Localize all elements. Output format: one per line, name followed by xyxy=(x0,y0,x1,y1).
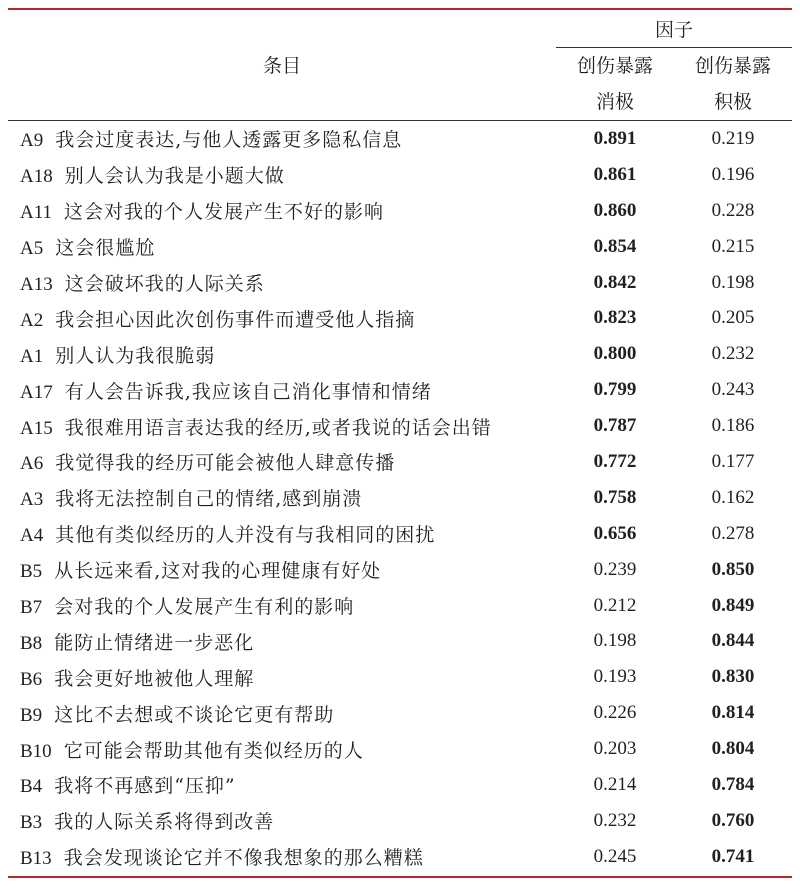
item-code: B8 xyxy=(20,632,43,654)
item-cell xyxy=(8,803,556,839)
negative-loading: 0.891 xyxy=(593,127,637,149)
negative-loading: 0.656 xyxy=(593,522,637,544)
positive-loading: 0.228 xyxy=(711,199,755,221)
item-text: 我将不再感到“压抑” xyxy=(54,775,236,798)
negative-loading: 0.861 xyxy=(593,163,637,185)
item-code: B9 xyxy=(20,704,43,726)
positive-loading: 0.814 xyxy=(711,702,755,724)
item-text: 能防止情绪进一步恶化 xyxy=(54,631,255,654)
item-cell xyxy=(8,659,556,695)
table-row xyxy=(8,408,792,444)
item-cell xyxy=(8,265,556,301)
table-row xyxy=(8,839,792,875)
table-row xyxy=(8,516,792,552)
item-code: B4 xyxy=(20,776,43,798)
positive-loading: 0.830 xyxy=(711,666,755,688)
item-code: B13 xyxy=(20,848,52,870)
table-row xyxy=(8,659,792,695)
negative-loading: 0.193 xyxy=(593,666,637,688)
negative-loading: 0.232 xyxy=(593,809,637,831)
negative-loading: 0.245 xyxy=(593,845,637,867)
item-cell xyxy=(8,229,556,265)
item-text: 别人认为我很脆弱 xyxy=(55,344,216,367)
table-row xyxy=(8,336,792,372)
item-cell xyxy=(8,695,556,731)
factor-loading-table xyxy=(8,121,792,875)
positive-loading: 0.198 xyxy=(711,271,755,293)
positive-loading: 0.186 xyxy=(711,415,755,437)
positive-loading: 0.205 xyxy=(711,307,755,329)
item-text: 这会对我的个人发展产生不好的影响 xyxy=(64,201,385,224)
table-row xyxy=(8,444,792,480)
item-cell xyxy=(8,552,556,588)
negative-loading: 0.212 xyxy=(593,594,637,616)
positive-loading: 0.850 xyxy=(711,558,755,580)
table-row xyxy=(8,121,792,157)
item-column-header: 条目 xyxy=(262,55,301,77)
table-row xyxy=(8,193,792,229)
item-cell xyxy=(8,408,556,444)
positive-column-header-line2: 积极 xyxy=(713,91,752,113)
item-cell xyxy=(8,588,556,624)
item-text: 其他有类似经历的人并没有与我相同的困扰 xyxy=(55,524,436,547)
item-text: 我觉得我的经历可能会被他人肆意传播 xyxy=(55,452,396,475)
item-cell xyxy=(8,767,556,803)
item-code: B10 xyxy=(20,740,52,762)
item-cell xyxy=(8,121,556,157)
positive-loading: 0.278 xyxy=(711,522,755,544)
item-text: 有人会告诉我,我应该自己消化事情和情绪 xyxy=(64,380,432,403)
item-text: 我会过度表达,与他人透露更多隐私信息 xyxy=(55,129,403,152)
item-code: A18 xyxy=(20,166,53,188)
table-row xyxy=(8,803,792,839)
positive-loading: 0.232 xyxy=(711,343,755,365)
negative-loading: 0.198 xyxy=(593,630,637,652)
positive-column-header-line1: 创伤暴露 xyxy=(694,55,771,77)
negative-loading: 0.239 xyxy=(593,558,637,580)
positive-loading: 0.804 xyxy=(711,738,755,760)
item-code: A2 xyxy=(20,309,44,331)
item-code: B6 xyxy=(20,668,43,690)
item-cell xyxy=(8,516,556,552)
negative-loading: 0.860 xyxy=(593,199,637,221)
positive-loading: 0.844 xyxy=(711,630,755,652)
item-code: A3 xyxy=(20,489,44,511)
positive-loading: 0.760 xyxy=(711,809,755,831)
item-cell xyxy=(8,839,556,875)
item-code: A9 xyxy=(20,130,44,152)
negative-loading: 0.800 xyxy=(593,343,637,365)
item-cell xyxy=(8,444,556,480)
item-cell xyxy=(8,623,556,659)
item-cell xyxy=(8,372,556,408)
negative-column-header-line2: 消极 xyxy=(595,91,634,113)
positive-loading: 0.196 xyxy=(711,163,755,185)
item-cell xyxy=(8,731,556,767)
item-code: A5 xyxy=(20,238,44,260)
negative-loading: 0.823 xyxy=(593,307,637,329)
negative-loading: 0.787 xyxy=(593,415,637,437)
item-text: 我会发现谈论它并不像我想象的那么糟糕 xyxy=(63,847,424,870)
negative-loading: 0.772 xyxy=(593,450,637,472)
negative-loading: 0.226 xyxy=(593,702,637,724)
positive-loading: 0.741 xyxy=(711,845,755,867)
table-row xyxy=(8,695,792,731)
negative-loading: 0.203 xyxy=(593,738,637,760)
table-row xyxy=(8,623,792,659)
item-code: B3 xyxy=(20,812,43,834)
item-cell xyxy=(8,336,556,372)
table-bottom-rule xyxy=(8,876,792,878)
positive-loading: 0.162 xyxy=(711,486,755,508)
item-text: 它可能会帮助其他有类似经历的人 xyxy=(63,739,364,762)
table-row xyxy=(8,157,792,193)
item-cell xyxy=(8,157,556,193)
negative-loading: 0.214 xyxy=(593,773,637,795)
item-text: 别人会认为我是小题大做 xyxy=(64,165,285,188)
item-code: A11 xyxy=(20,202,53,224)
item-code: A6 xyxy=(20,453,44,475)
item-code: A1 xyxy=(20,345,44,367)
item-cell xyxy=(8,480,556,516)
table-row xyxy=(8,552,792,588)
factor-group-header: 因子 xyxy=(654,19,693,41)
item-code: A17 xyxy=(20,381,53,403)
item-text: 我很难用语言表达我的经历,或者我说的话会出错 xyxy=(64,416,492,439)
table-row xyxy=(8,767,792,803)
item-text: 从长远来看,这对我的心理健康有好处 xyxy=(54,560,382,583)
positive-loading: 0.215 xyxy=(711,235,755,257)
item-cell xyxy=(8,193,556,229)
negative-column-header-line1: 创伤暴露 xyxy=(576,55,653,77)
table-row xyxy=(8,229,792,265)
negative-loading: 0.842 xyxy=(593,271,637,293)
item-code: A4 xyxy=(20,525,44,547)
item-cell xyxy=(8,300,556,336)
table-row xyxy=(8,372,792,408)
negative-loading: 0.799 xyxy=(593,379,637,401)
item-text: 会对我的个人发展产生有利的影响 xyxy=(54,596,355,619)
item-code: B7 xyxy=(20,597,43,619)
table-row xyxy=(8,300,792,336)
item-code: A15 xyxy=(20,417,53,439)
item-text: 这会很尴尬 xyxy=(55,237,156,260)
item-text: 我会担心因此次创伤事件而遭受他人指摘 xyxy=(55,308,416,331)
positive-loading: 0.243 xyxy=(711,379,755,401)
item-text: 我将无法控制自己的情绪,感到崩溃 xyxy=(55,488,363,511)
table-row xyxy=(8,588,792,624)
item-text: 这比不去想或不谈论它更有帮助 xyxy=(54,703,335,726)
negative-loading: 0.758 xyxy=(593,486,637,508)
item-code: B5 xyxy=(20,561,43,583)
item-text: 这会破坏我的人际关系 xyxy=(64,273,265,295)
table-row xyxy=(8,731,792,767)
positive-loading: 0.784 xyxy=(711,773,755,795)
table-top-rule xyxy=(8,8,792,10)
negative-loading: 0.854 xyxy=(593,235,637,257)
table-row xyxy=(8,265,792,301)
item-text: 我会更好地被他人理解 xyxy=(54,667,255,690)
table-row xyxy=(8,480,792,516)
item-code: A13 xyxy=(20,274,53,295)
positive-loading: 0.219 xyxy=(711,127,755,149)
positive-loading: 0.177 xyxy=(711,450,755,472)
item-text: 我的人际关系将得到改善 xyxy=(54,811,275,834)
positive-loading: 0.849 xyxy=(711,594,755,616)
